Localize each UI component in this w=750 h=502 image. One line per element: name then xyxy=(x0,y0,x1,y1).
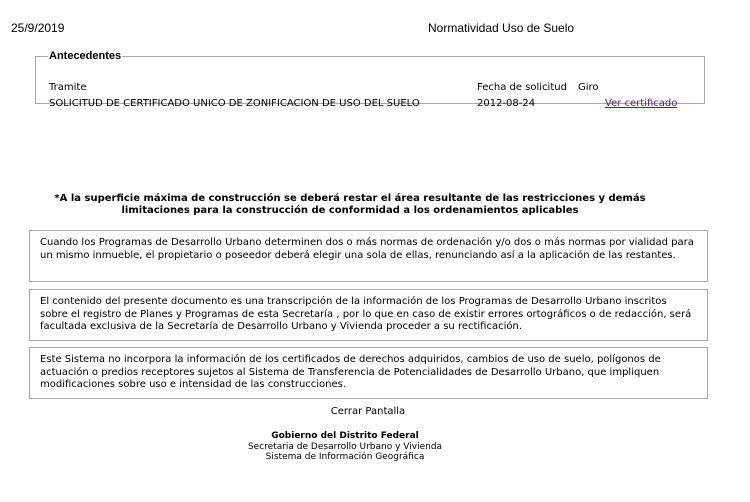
info-box-2: El contenido del presente documento es una transcripción de la información de los Programas de Desarrollo Urbano inscritos sobre el registro de Planes y Programas de esta Secretaría , por lo que en caso de existir errores ortográficos o de redacción, será facultada exclusiva de la Secretaría de Desarrollo Urbano y Vivienda proceder a su rectificación. xyxy=(29,289,708,341)
close-screen-link[interactable]: Cerrar Pantalla xyxy=(330,406,406,417)
antecedentes-legend: Antecedentes xyxy=(49,50,122,62)
info-box-3: Este Sistema no incorpora la información de los certificados de derechos adquiridos, cambios de uso de suelo, polígonos de actuación o predios receptores sujetos al Sistema de Transferencia de Potencialidades de Desarrollo Urbano, que impliquen modificaciones sobre uso e intensidad de las construcciones. xyxy=(29,347,708,399)
notice-line-2: limitaciones para la construcción de conformidad a los ordenamientos aplicables xyxy=(121,205,579,216)
info-box-1: Cuando los Programas de Desarrollo Urbano determinen dos o más normas de ordenación y/o dos o más normas por vialidad para un mismo inmueble, el propietario o poseedor deberá elegir una sola de ellas, renunciando así a la aplicación de las restantes. xyxy=(29,230,708,282)
footer xyxy=(0,431,690,463)
tramite-label: Tramite xyxy=(49,82,87,93)
footer-system: Sistema de Información Geográfica xyxy=(265,452,425,462)
giro-label: Giro xyxy=(578,82,599,93)
fecha-label: Fecha de solicitud xyxy=(477,82,567,93)
footer-org: Gobierno del Distrito Federal xyxy=(271,431,419,441)
ver-certificado-link[interactable]: Ver certificado xyxy=(605,98,678,109)
footer-secretaria: Secretaria de Desarrollo Urbano y Vivienda xyxy=(247,441,443,452)
antecedentes-panel xyxy=(35,50,705,109)
tramite-value: SOLICITUD DE CERTIFICADO UNICO DE ZONIFICACION DE USO DEL SUELO xyxy=(49,98,420,109)
notice-line-1: *A la superficie máxima de construcción se deberá restar el área resultante de las restricciones y demás xyxy=(54,193,646,204)
notice-text xyxy=(50,193,650,217)
page-title: Normatividad Uso de Suelo xyxy=(428,21,575,35)
print-date: 25/9/2019 xyxy=(11,21,65,35)
fecha-value: 2012-08-24 xyxy=(477,98,536,109)
